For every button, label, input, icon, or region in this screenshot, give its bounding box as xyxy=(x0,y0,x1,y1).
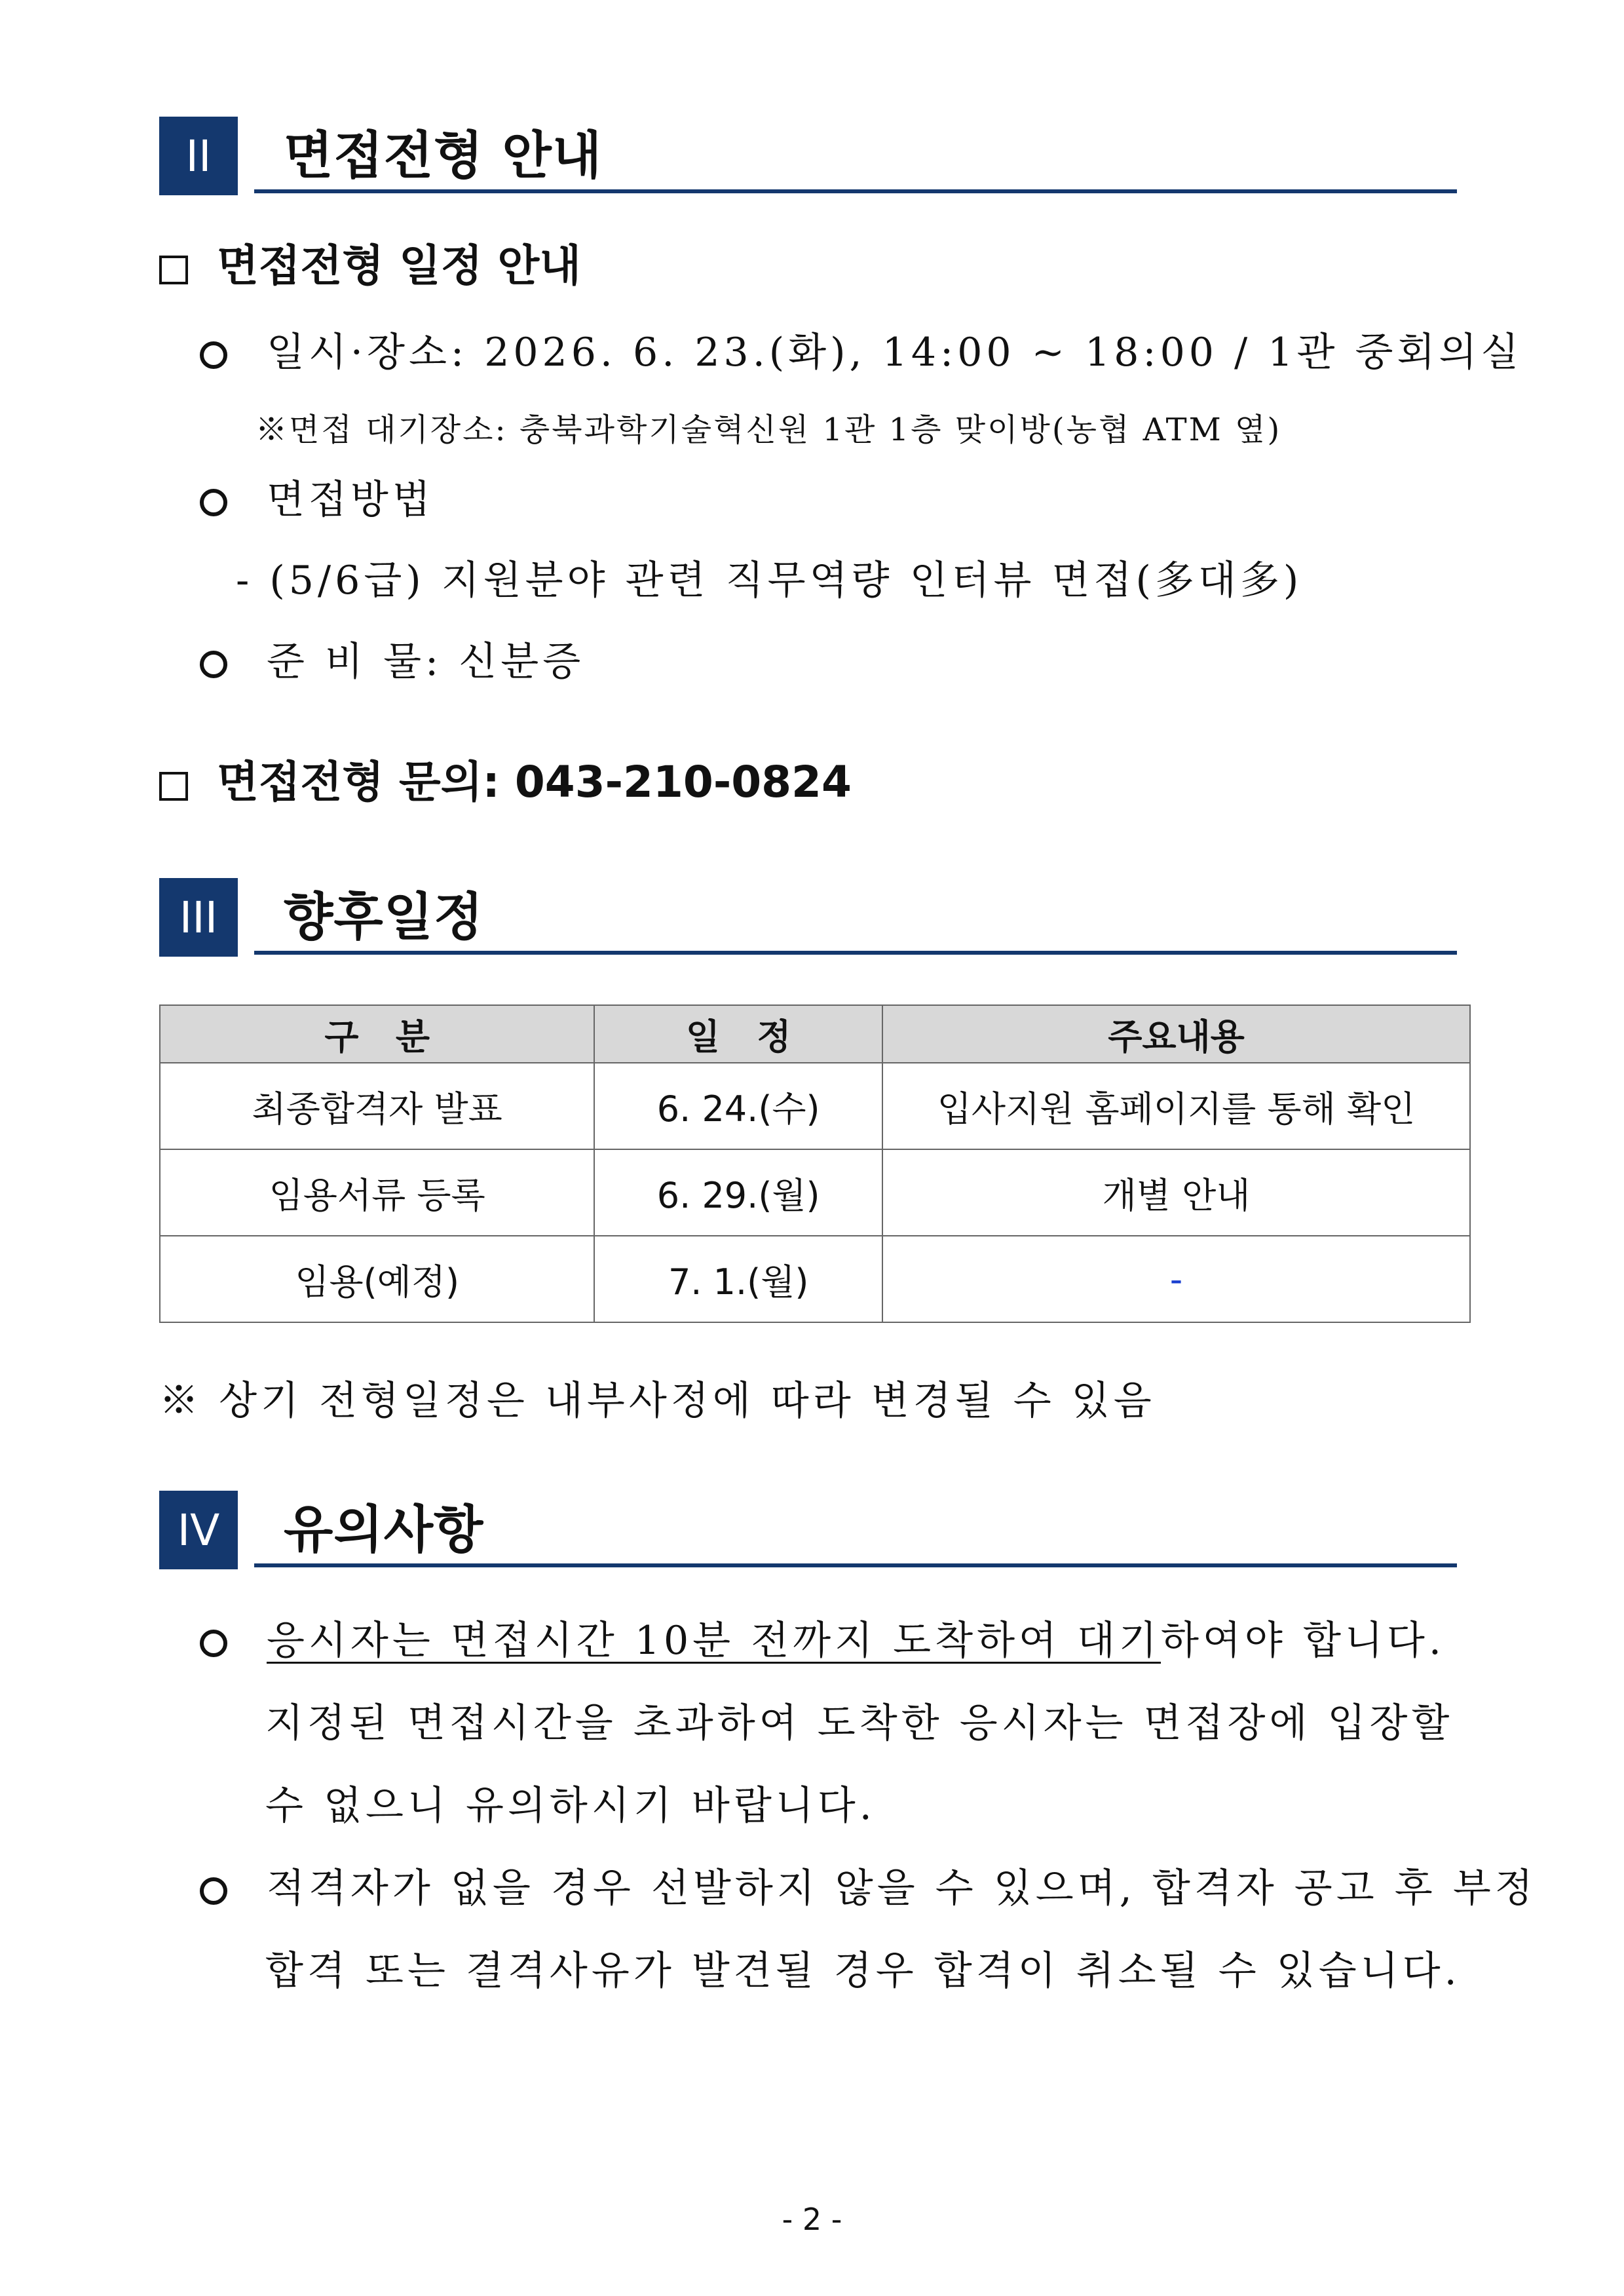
section-4-number: IV xyxy=(159,1491,238,1569)
table-cell: 최종합격자 발표 xyxy=(160,1063,594,1149)
table-cell: 6. 29.(월) xyxy=(594,1149,882,1236)
prep-line: 준 비 물: 신분증 xyxy=(200,630,584,687)
waiting-note: ※면접 대기장소: 충북과학기술혁신원 1관 1층 맞이방(농협 ATM 옆) xyxy=(255,411,1282,448)
section-3-number: III xyxy=(159,878,238,957)
notice-emphasis: 응시자는 면접시간 10분 전까지 도착하여 대기 xyxy=(267,1618,1161,1664)
checkbox-square-icon xyxy=(159,256,188,284)
method-line: 면접방법 xyxy=(200,469,434,525)
table-row xyxy=(160,1236,1470,1322)
column-header: 주요내용 xyxy=(882,1005,1470,1063)
checkbox-square-icon xyxy=(159,772,188,801)
schedule-heading: 면접전형 일정 안내 xyxy=(159,231,581,293)
circle-bullet-icon xyxy=(200,341,227,369)
table-cell: - xyxy=(882,1236,1470,1322)
section-2-number: II xyxy=(159,117,238,195)
page-number: - 2 - xyxy=(782,2202,842,2237)
method-detail: - (5/6급) 지원분야 관련 직무역량 인터뷰 면접(多대多) xyxy=(236,558,1303,603)
table-cell: 임용서류 등록 xyxy=(160,1149,594,1236)
section-3-rule xyxy=(254,951,1457,955)
table-cell: 임용(예정) xyxy=(160,1236,594,1322)
section-4-title: 유의사항 xyxy=(284,1501,484,1559)
column-header: 구 분 xyxy=(160,1005,594,1063)
notice-item-1-line-2: 지정된 면접시간을 초과하여 도착한 응시자는 면접장에 입장할 xyxy=(265,1700,1454,1746)
table-row xyxy=(160,1063,1470,1149)
circle-bullet-icon xyxy=(200,1877,227,1905)
column-header: 일 정 xyxy=(594,1005,882,1063)
schedule-table xyxy=(159,1004,1471,1323)
notice-item-1: 응시자는 면접시간 10분 전까지 도착하여 대기하여야 합니다. xyxy=(200,1609,1445,1666)
notice-item-2: 적격자가 없을 경우 선발하지 않을 수 있으며, 합격자 공고 후 부정 xyxy=(200,1857,1537,1913)
table-cell: 입사지원 홈페이지를 통해 확인 xyxy=(882,1063,1470,1149)
circle-bullet-icon xyxy=(200,489,227,516)
datetime-line: 일시·장소: 2026. 6. 23.(화), 14:00 ~ 18:00 / 1관 중회의실 xyxy=(200,321,1522,377)
section-2-title: 면접전형 안내 xyxy=(284,126,603,185)
notice-item-2-line-2: 합격 또는 결격사유가 발견될 경우 합격이 취소될 수 있습니다. xyxy=(265,1948,1461,1994)
section-4-rule xyxy=(254,1563,1457,1567)
schedule-note: ※ 상기 전형일정은 내부사정에 따라 변경될 수 있음 xyxy=(159,1378,1156,1424)
table-cell: 6. 24.(수) xyxy=(594,1063,882,1149)
notice-item-1-line-3: 수 없으니 유의하시기 바랍니다. xyxy=(265,1783,876,1829)
table-cell: 7. 1.(월) xyxy=(594,1236,882,1322)
inquiry-heading: 면접전형 문의: 043-210-0824 xyxy=(159,747,852,809)
circle-bullet-icon xyxy=(200,651,227,678)
table-header-row xyxy=(160,1005,1470,1063)
table-row xyxy=(160,1149,1470,1236)
section-2-rule xyxy=(254,189,1457,193)
table-cell: 개별 안내 xyxy=(882,1149,1470,1236)
circle-bullet-icon xyxy=(200,1630,227,1657)
section-3-title: 향후일정 xyxy=(284,888,484,947)
